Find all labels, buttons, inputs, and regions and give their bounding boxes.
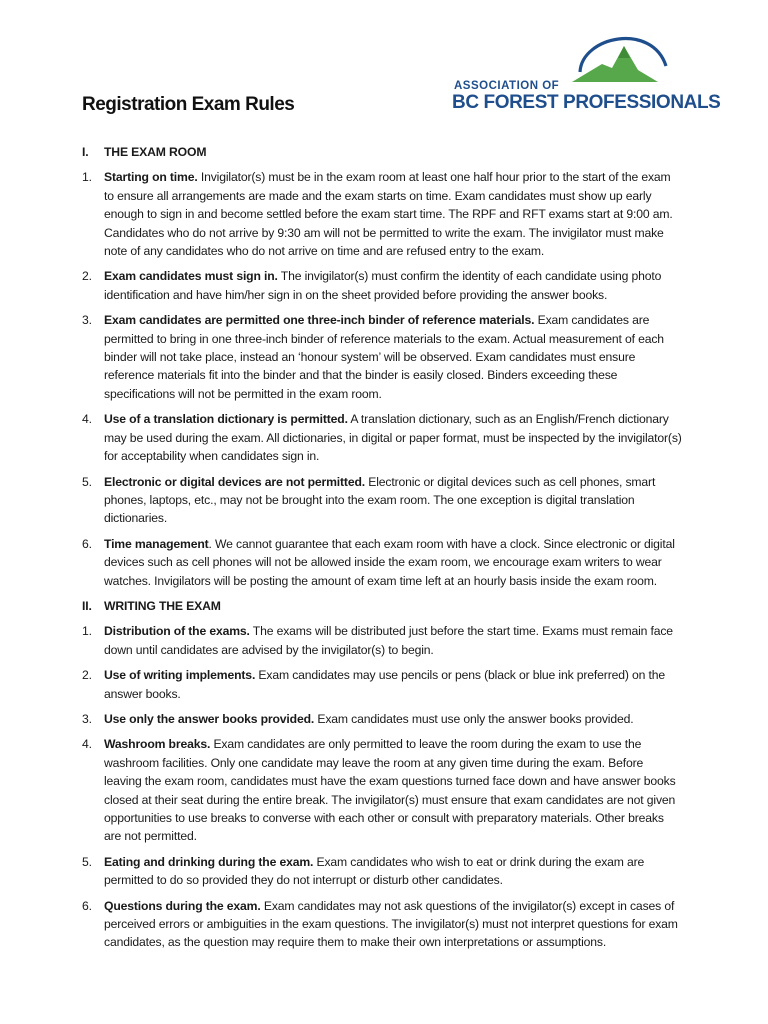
section-heading [82,143,682,161]
rule-text [104,897,682,952]
rule-body: The exams will be distributed just before the start time. Exams must remain face down until candidates are advised by the invigilator(s) to begin. [104,624,673,657]
rule-item [82,853,682,890]
rule-number: 2. [82,668,92,683]
rule-title: Use of a translation dictionary is permitted. [104,412,348,427]
rule-title: Starting on time. [104,170,198,185]
rules-content [82,143,682,959]
rule-item [82,735,682,845]
rule-title: Time management [104,536,209,551]
rule-title: Washroom breaks. [104,737,211,752]
logo-emblem-icon [452,26,674,86]
rule-title: Distribution of the exams. [104,624,250,639]
rule-number: 6. [82,898,92,913]
rule-text [104,311,682,403]
section-number: II. [82,598,92,613]
rule-number: 4. [82,412,92,427]
rule-text [104,168,682,260]
rule-body: Exam candidates must use only the answer books provided. [314,711,634,726]
rule-number: 1. [82,624,92,639]
rule-item [82,622,682,659]
rule-body: Exam candidates may use pencils or pens (black or blue ink preferred) on the answer books. [104,668,665,701]
rule-title: Exam candidates are permitted one three-inch binder of reference materials. [104,313,535,328]
rule-item [82,666,682,703]
rule-body: Exam candidates who wish to eat or drink during the exam are permitted to do so provided they do not interrupt or disturb other candidates. [104,854,645,888]
rule-item [82,473,682,528]
logo-text-bcfp: BC FOREST PROFESSIONALS [452,92,721,113]
section-number: I. [82,145,89,159]
rule-text [104,267,682,304]
rule-item [82,897,682,952]
rule-text [104,622,682,659]
rule-title: Exam candidates must sign in. [104,269,278,284]
rule-body: Exam candidates may not ask questions of the invigilator(s) except in cases of perceived errors or ambiguities in the exam questions. The invigilator(s) must not interpret questions for exam candidates, as the question may require them to make their own interpretations or assumptions. [104,898,678,950]
rule-number: 1. [82,170,92,185]
rule-text [104,410,682,465]
section-title: THE EXAM ROOM [104,145,207,159]
rule-title: Use only the answer books provided. [104,711,315,726]
rule-text [104,473,682,528]
rule-title: Questions during the exam. [104,898,261,913]
rule-number: 4. [82,737,92,752]
rule-item [82,311,682,403]
rule-body: Electronic or digital devices such as cell phones, smart phones, laptops, etc., may not be brought into the exam room. The one exception is digital translation dictionaries. [104,474,656,526]
rule-body: A translation dictionary, such as an English/French dictionary may be used during the exam. All dictionaries, in digital or paper format, must be inspected by the invigilator(s) for acceptability when candidates sign in. [104,412,682,464]
rule-text [104,710,682,728]
rule-title: Use of writing implements. [104,668,256,683]
rule-text [104,735,682,845]
rule-number: 2. [82,269,92,284]
rule-item [82,168,682,260]
rule-item [82,410,682,465]
page-title: Registration Exam Rules [82,94,295,115]
rule-number: 3. [82,711,92,726]
rule-body: The invigilator(s) must confirm the identity of each candidate using photo identification and have him/her sign in on the sheet provided before providing the answer books. [104,269,662,302]
rule-number: 3. [82,313,92,328]
rule-text [104,535,682,590]
rule-text [104,853,682,890]
rule-body: Exam candidates are only permitted to leave the room during the exam to use the washroom facilities. Only one candidate may leave the room at any given time during the exam. Before leaving the exam room, candidates must have the exam questions turned face down and have answer books closed at their seat during the entire break. The invigilator(s) must ensure that exam candidates are not given opportunities to use breaks to converse with each other or consult with preparatory materials. Other breaks are not permitted. [104,737,676,844]
rule-body: Invigilator(s) must be in the exam room at least one half hour prior to the start of the exam to ensure all arrangements are made and the exam starts on time. Exam candidates must show up early enough to sign in and become settled before the exam start time. The RPF and RFT exams start at 9:00 am. Candidates who do not arrive by 9:30 am will not be permitted to write the exam. The invigilator must make note of any candidates who do not arrive on time and are refused entry to the exam. [104,170,673,259]
rule-number: 5. [82,474,92,489]
rule-body: . We cannot guarantee that each exam room with have a clock. Since electronic or digital devices such as cell phones will not be allowed inside the exam room, we encourage exam writers to wear watches. Invigilators will be posting the amount of exam time left at an hourly basis inside the exam room. [104,536,675,588]
rule-number: 6. [82,536,92,551]
rule-title: Eating and drinking during the exam. [104,854,314,869]
rule-item [82,267,682,304]
rule-title: Electronic or digital devices are not permitted. [104,474,365,489]
logo-text-association: ASSOCIATION OF [454,80,560,92]
section-title: WRITING THE EXAM [104,598,221,613]
section-heading [82,597,682,615]
rule-number: 5. [82,854,92,869]
rule-text [104,666,682,703]
rule-item [82,535,682,590]
rule-item [82,710,682,728]
abcfp-logo [452,26,721,122]
rule-body: Exam candidates are permitted to bring in one three-inch binder of reference materials to the exam. Actual measurement of each binder will not take place, instead an ‘honour system’ will be observed. Exam candidates must ensure reference materials fit into the binder and that the binder is easily closed. Binders exceeding these specifications will not be permitted in the exam room. [104,313,664,401]
